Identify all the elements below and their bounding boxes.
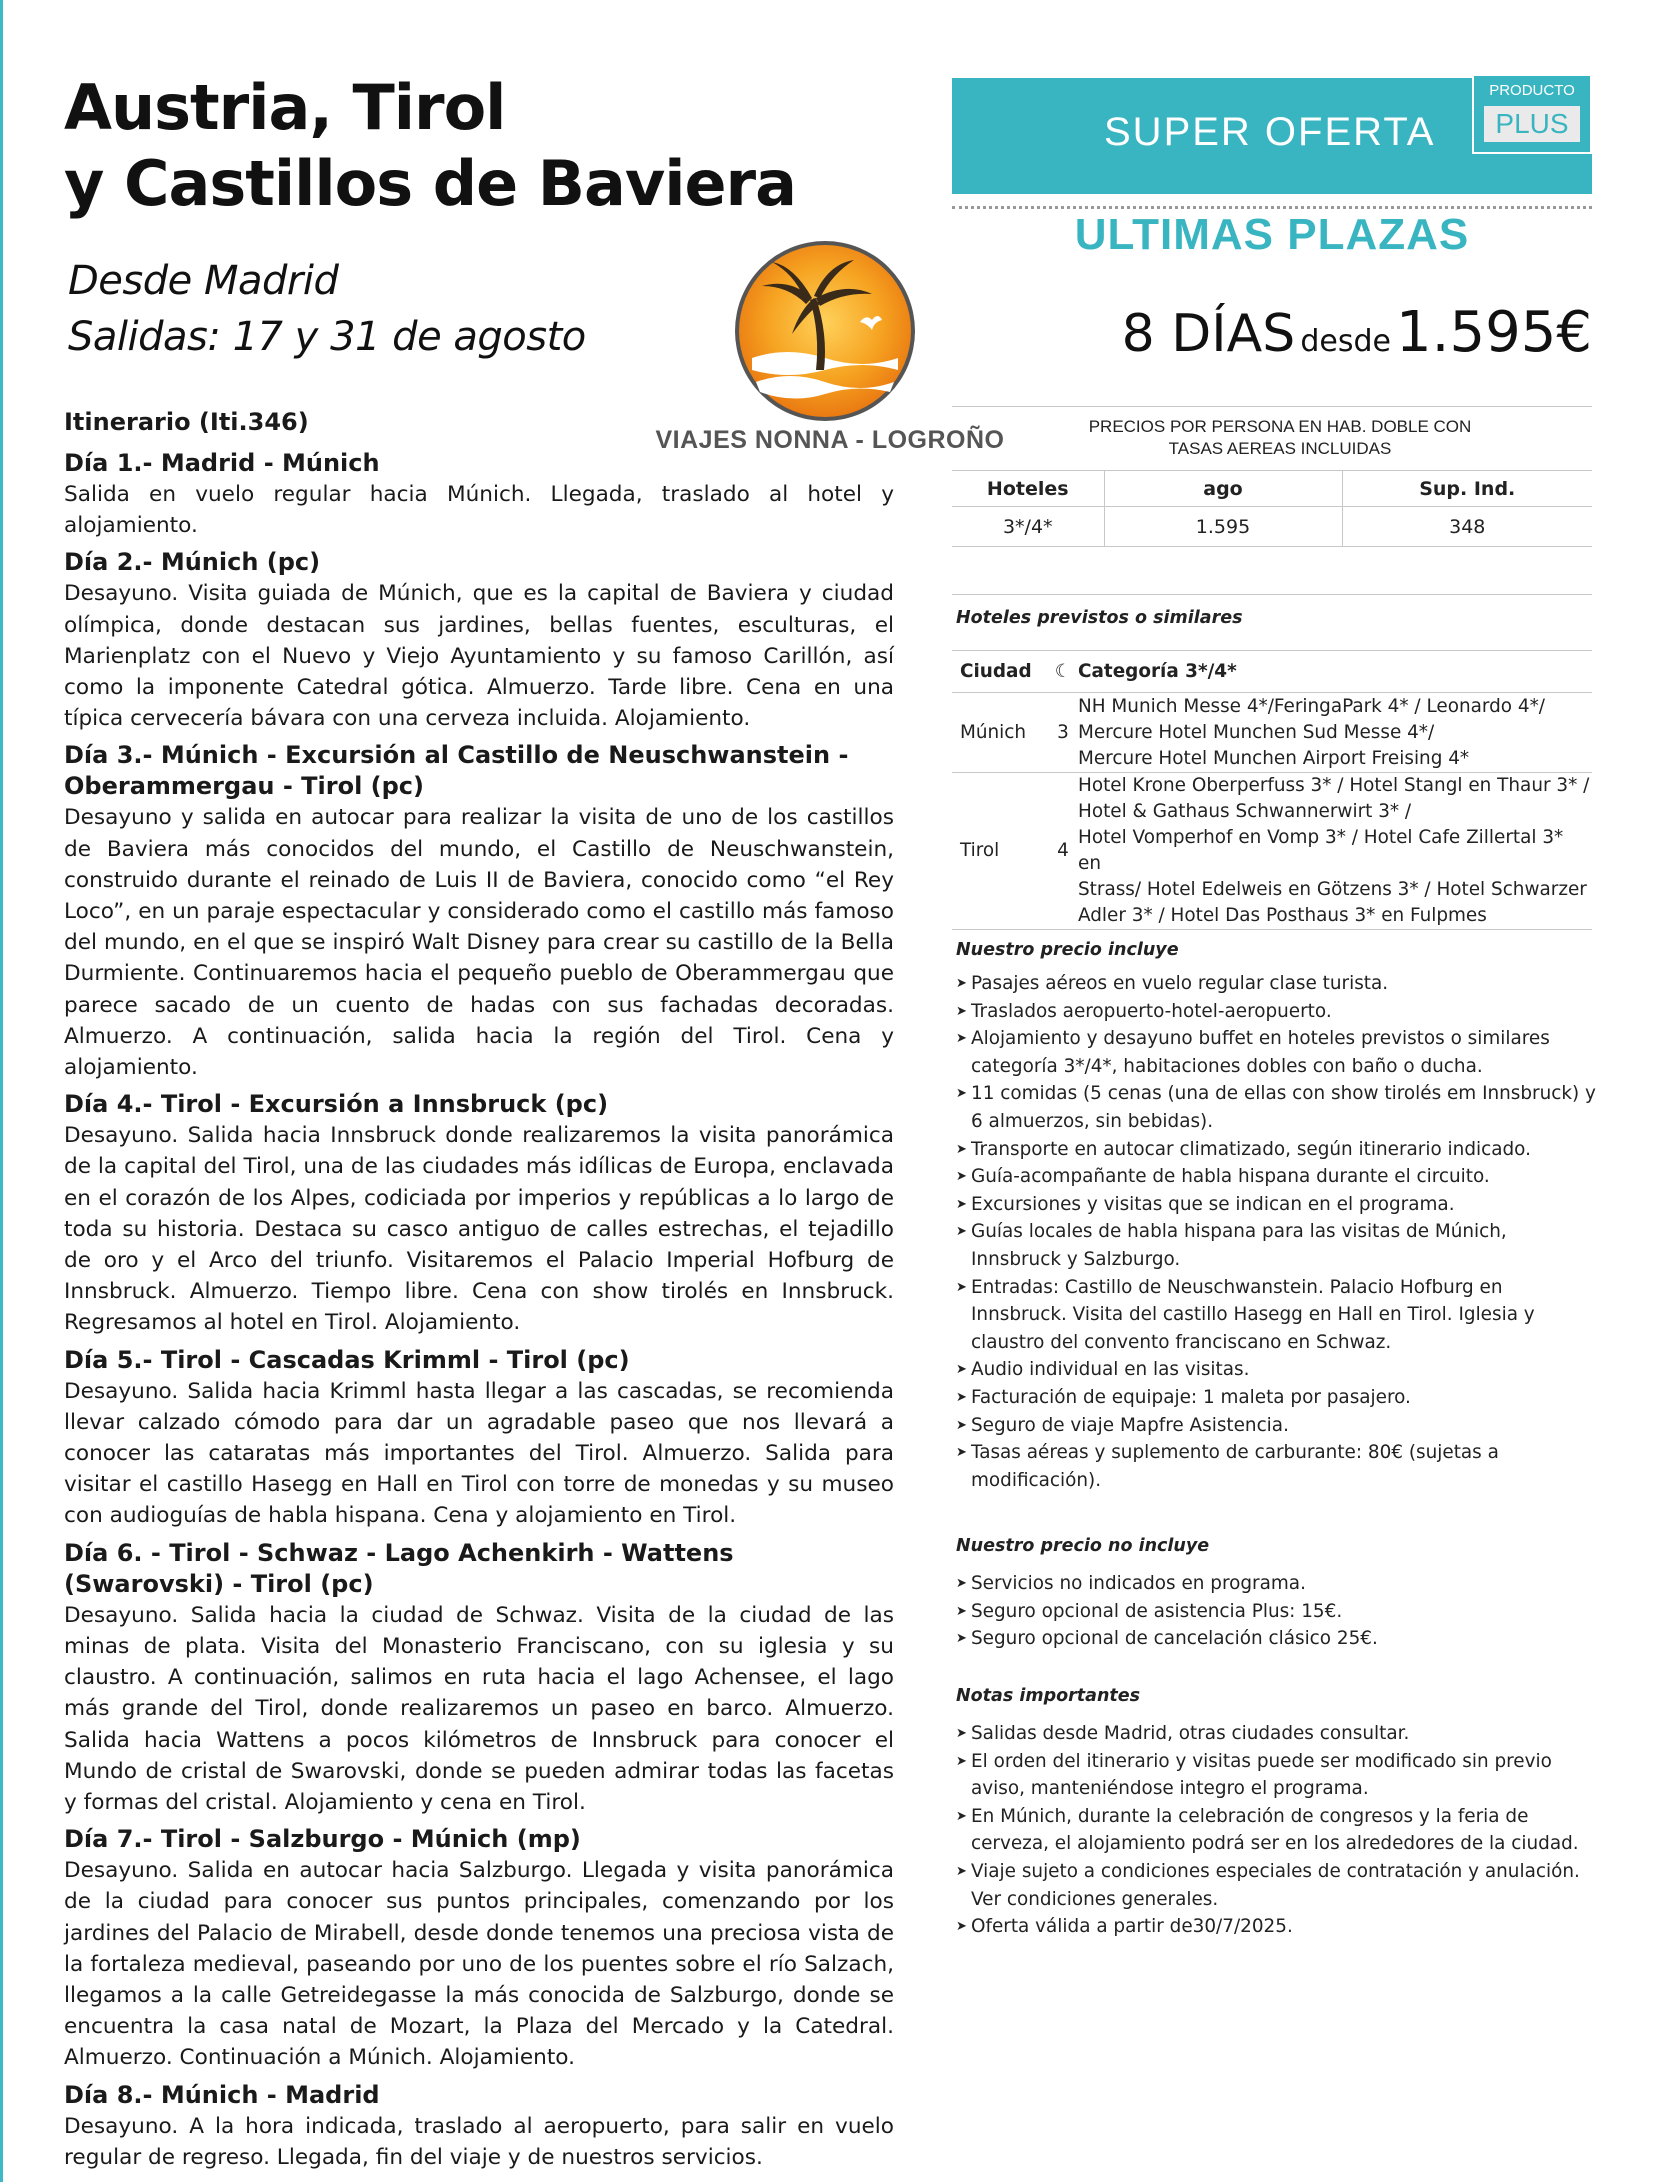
includes-title: Nuestro precio incluye	[956, 940, 1179, 960]
day-6	[64, 1538, 894, 1818]
list-item: ➤ Alojamiento y desayuno buffet en hoteles previstos o similares categoría 3*/4*, habitaciones dobles con baño o ducha.	[956, 1025, 1596, 1080]
day-text: Salida en vuelo regular hacia Múnich. Llegada, traslado al hotel y alojamiento.	[64, 482, 894, 539]
divider	[952, 406, 1592, 407]
table-row	[952, 773, 1592, 930]
itinerary	[64, 404, 894, 2173]
column-header: ago	[1104, 471, 1342, 507]
hotel-line: Mercure Hotel Munchen Sud Messe 4*/	[1078, 721, 1435, 743]
day-title: Día 1.- Madrid - Múnich	[64, 449, 380, 477]
super-offer-label: SUPER OFERTA	[1104, 110, 1436, 154]
list-item: ➤ Traslados aeropuerto-hotel-aeropuerto.	[956, 998, 1596, 1026]
notes-list	[956, 1720, 1596, 1941]
divider	[952, 594, 1592, 595]
hotel-city: Múnich	[952, 693, 1050, 773]
day-1	[64, 448, 894, 541]
list-item: ➤ Seguro opcional de cancelación clásico 25€.	[956, 1625, 1596, 1653]
hotel-line: Hotel Vomperhof en Vomp 3* / Hotel Cafe Zillertal 3* en	[1078, 827, 1564, 874]
trip-days: 8 DÍAS	[1121, 304, 1296, 364]
title-line-2: y Castillos de Baviera	[64, 147, 796, 220]
price-from-label: desde	[1300, 324, 1391, 359]
price-amount: 1.595€	[1396, 300, 1592, 365]
price-note-line-1: PRECIOS POR PERSONA EN HAB. DOBLE CON	[1088, 417, 1472, 436]
page-edge-stripe	[0, 0, 3, 2182]
hotels-title: Hoteles previstos o similares	[956, 608, 1243, 628]
table-row	[952, 693, 1592, 773]
day-text: Desayuno. Salida hacia Krimml hasta llegar a las cascadas, se recomienda llevar calzado cómodo para dar un agradable paseo que nos llevará a conocer las cataratas más importantes del Tirol. Almuerzo. Salida para visitar el castillo Hasegg en Hall en Tirol con torre de monedas y su museo con audioguías de habla hispana. Cena y alojamiento en Tirol.	[64, 1378, 894, 1529]
super-offer-banner	[952, 78, 1592, 194]
list-item: ➤ Tasas aéreas y suplemento de carburante: 80€ (sujetas a modificación).	[956, 1439, 1596, 1494]
moon-icon: ☾	[1050, 651, 1076, 693]
list-item: ➤ Salidas desde Madrid, otras ciudades consultar.	[956, 1720, 1596, 1748]
day-5	[64, 1345, 894, 1532]
day-text: Desayuno. Salida en autocar hacia Salzburgo. Llegada y visita panorámica de la ciudad para conocer sus puntos principales, comenzando por los jardines del Palacio de Mirabell, desde donde tenemos una preciosa vista de la fortaleza medieval, paseando por uno de los puentes sobre el río Salzach, llegamos a la calle Getreidegasse la más conocida de Salzburgo, donde se encuentra la casa natal de Mozart, la Plaza del Mercado y la Catedral. Almuerzo. Continuación a Múnich. Alojamiento.	[64, 1858, 894, 2071]
list-item: ➤ Seguro de viaje Mapfre Asistencia.	[956, 1412, 1596, 1440]
table-cell: 1.595	[1104, 507, 1342, 547]
hotel-city: Tirol	[952, 773, 1050, 930]
list-item: ➤ Guía-acompañante de habla hispana durante el circuito.	[956, 1163, 1596, 1191]
table-cell: 348	[1342, 507, 1592, 547]
list-item: ➤ 11 comidas (5 cenas (una de ellas con show tirolés em Innsbruck) y 6 almuerzos, sin bebidas).	[956, 1080, 1596, 1135]
list-item: ➤ Servicios no indicados en programa.	[956, 1570, 1596, 1598]
list-item: ➤ Seguro opcional de asistencia Plus: 15€.	[956, 1598, 1596, 1626]
itinerary-title: Itinerario (Iti.346)	[64, 408, 309, 436]
excludes-title: Nuestro precio no incluye	[956, 1536, 1210, 1556]
price-table	[952, 470, 1592, 547]
hotel-nights: 3	[1050, 693, 1076, 773]
column-header: Categoría 3*/4*	[1076, 651, 1592, 693]
day-title: Día 3.- Múnich - Excursión al Castillo de Neuschwanstein - Oberammergau - Tirol (pc)	[64, 741, 849, 801]
day-8	[64, 2080, 894, 2173]
day-title: Día 6. - Tirol - Schwaz - Lago Achenkirh - Wattens (Swarovski) - Tirol (pc)	[64, 1538, 734, 1598]
table-row	[952, 507, 1592, 547]
column-header: Ciudad	[952, 651, 1050, 693]
day-title: Día 7.- Tirol - Salzburgo - Múnich (mp)	[64, 1825, 581, 1854]
price-note-line-2: TASAS AEREAS INCLUIDAS	[1168, 439, 1392, 458]
list-item: ➤ Pasajes aéreos en vuelo regular clase turista.	[956, 970, 1596, 998]
list-item: ➤ Viaje sujeto a condiciones especiales de contratación y anulación. Ver condiciones generales.	[956, 1858, 1596, 1913]
badge-big-text: PLUS	[1484, 106, 1580, 142]
agency-name: VIAJES NONNA - LOGROÑO	[655, 426, 1005, 454]
day-text: Desayuno. Salida hacia la ciudad de Schwaz. Visita de la ciudad de las minas de plata. Visita del Monasterio Franciscano, con su iglesia y su claustro. A continuación, salimos en ruta hacia el lago Achensee, el lago más grande del Tirol, donde realizaremos un paseo en barco. Almuerzo. Salida hacia Wattens a pocos kilómetros de Innsbruck para conocer el Mundo de cristal de Swarovski, donde se pueden admirar todas las facetas y formas del cristal. Alojamiento y cena en Tirol.	[64, 1602, 894, 1815]
list-item: ➤ El orden del itinerario y visitas puede ser modificado sin previo aviso, manteniéndose integro el programa.	[956, 1748, 1596, 1803]
list-item: ➤ Guías locales de habla hispana para las visitas de Múnich, Innsbruck y Salzburgo.	[956, 1218, 1596, 1273]
day-title: Día 8.- Múnich - Madrid	[64, 2080, 380, 2109]
hotel-line: Mercure Hotel Munchen Airport Freising 4*	[1078, 747, 1470, 769]
excludes-list	[956, 1570, 1596, 1653]
hotel-line: Strass/ Hotel Edelweis en Götzens 3* / Hotel Schwarzer	[1078, 879, 1587, 900]
hotels-table	[952, 650, 1592, 930]
list-item: ➤ Entradas: Castillo de Neuschwanstein. Palacio Hofburg en Innsbruck. Visita del castillo Hasegg en Hall en Tirol. Iglesia y claustro del convento franciscano en Schwaz.	[956, 1274, 1596, 1357]
table-cell: 3*/4*	[952, 507, 1104, 547]
hotel-line: NH Munich Messe 4*/FeringaPark 4* / Leonardo 4*/	[1078, 695, 1545, 717]
includes-list	[956, 970, 1596, 1494]
list-item: ➤ Oferta válida a partir de30/7/2025.	[956, 1913, 1596, 1941]
day-text: Desayuno y salida en autocar para realizar la visita de uno de los castillos de Baviera más conocidos del mundo, el Castillo de Neuschwanstein, construido durante el reinado de Luis II de Baviera, conocido como “el Rey Loco”, en un paraje espectacular y considerado como el castillo más famoso del mundo, en el que se inspiró Walt Disney para crear su castillo de la Bella Durmiente. Continuaremos hacia el pequeño pueblo de Oberammergau que parece sacado de un cuento de hadas con sus fachadas decoradas. Almuerzo. A continuación, salida hacia la región del Tirol. Cena y alojamiento.	[64, 805, 894, 1081]
price-note	[1000, 416, 1560, 460]
day-text: Desayuno. Visita guiada de Múnich, que es la capital de Baviera y ciudad olímpica, donde destacan sus jardines, bellas fuentes, esculturas, el Marienplatz con el Nuevo y Viejo Ayuntamiento y su famoso Carillón, así como la imponente Catedral gótica. Almuerzo. Tarde libre. Cena en una típica cervecería bávara con una cerveza incluida. Alojamiento.	[64, 581, 894, 732]
last-places-label: ULTIMAS PLAZAS	[1074, 210, 1470, 259]
day-title: Día 5.- Tirol - Cascadas Krimml - Tirol (pc)	[64, 1345, 630, 1374]
day-text: Desayuno. Salida hacia Innsbruck donde realizaremos la visita panorámica de la capital del Tirol, una de las ciudades más idílicas de Europa, enclavada en el corazón de los Alpes, codiciada por imperios y repúblicas a lo largo de toda su historia. Destaca su casco antiguo de calles estrechas, el tejadillo de oro y el Arco del triunfo. Visitaremos el Palacio Imperial Hofburg de Innsbruck. Almuerzo. Tiempo libre. Cena con show tirolés en Innsbruck. Regresamos al hotel en Tirol. Alojamiento.	[64, 1123, 894, 1336]
plus-product-badge	[1472, 74, 1592, 154]
headline-price	[952, 300, 1592, 365]
title-line-1: Austria, Tirol	[64, 71, 506, 144]
column-header: Hoteles	[952, 471, 1104, 507]
hotel-list	[1076, 773, 1592, 930]
day-text: Desayuno. A la hora indicada, traslado al aeropuerto, para salir en vuelo regular de regreso. Llegada, fin del viaje y de nuestros servicios.	[64, 2113, 894, 2170]
badge-small-text: PRODUCTO	[1489, 82, 1575, 99]
list-item: ➤ Transporte en autocar climatizado, según itinerario indicado.	[956, 1136, 1596, 1164]
table-header-row	[952, 651, 1592, 693]
dotted-divider	[952, 206, 1592, 209]
column-header: Sup. Ind.	[1342, 471, 1592, 507]
hotel-line: Adler 3* / Hotel Das Posthaus 3* en Fulpmes	[1078, 905, 1487, 926]
list-item: ➤ En Múnich, durante la celebración de congresos y la feria de cerveza, el alojamiento podrá ser en los alrededores de la ciudad.	[956, 1803, 1596, 1858]
hotel-line: Hotel & Gathaus Schwannerwirt 3* /	[1078, 801, 1412, 822]
hotel-list	[1076, 693, 1592, 773]
notes-title: Notas importantes	[956, 1686, 1141, 1706]
hotel-nights: 4	[1050, 773, 1076, 930]
day-4	[64, 1089, 894, 1338]
day-7	[64, 1824, 894, 2073]
day-title: Día 4.- Tirol - Excursión a Innsbruck (pc)	[64, 1090, 609, 1119]
origin-subtitle: Desde Madrid	[68, 258, 339, 304]
day-title: Día 2.- Múnich (pc)	[64, 548, 321, 577]
list-item: ➤ Audio individual en las visitas.	[956, 1356, 1596, 1384]
hotel-line: Hotel Krone Oberperfuss 3* / Hotel Stangl en Thaur 3* /	[1078, 775, 1590, 796]
table-header-row	[952, 471, 1592, 507]
day-3	[64, 740, 894, 1083]
day-2	[64, 547, 894, 734]
list-item: ➤ Excursiones y visitas que se indican en el programa.	[956, 1191, 1596, 1219]
departures-subtitle: Salidas: 17 y 31 de agosto	[68, 314, 586, 360]
palm-tree-sunset-logo-icon	[732, 238, 918, 424]
page-title	[64, 70, 824, 222]
list-item: ➤ Facturación de equipaje: 1 maleta por pasajero.	[956, 1384, 1596, 1412]
